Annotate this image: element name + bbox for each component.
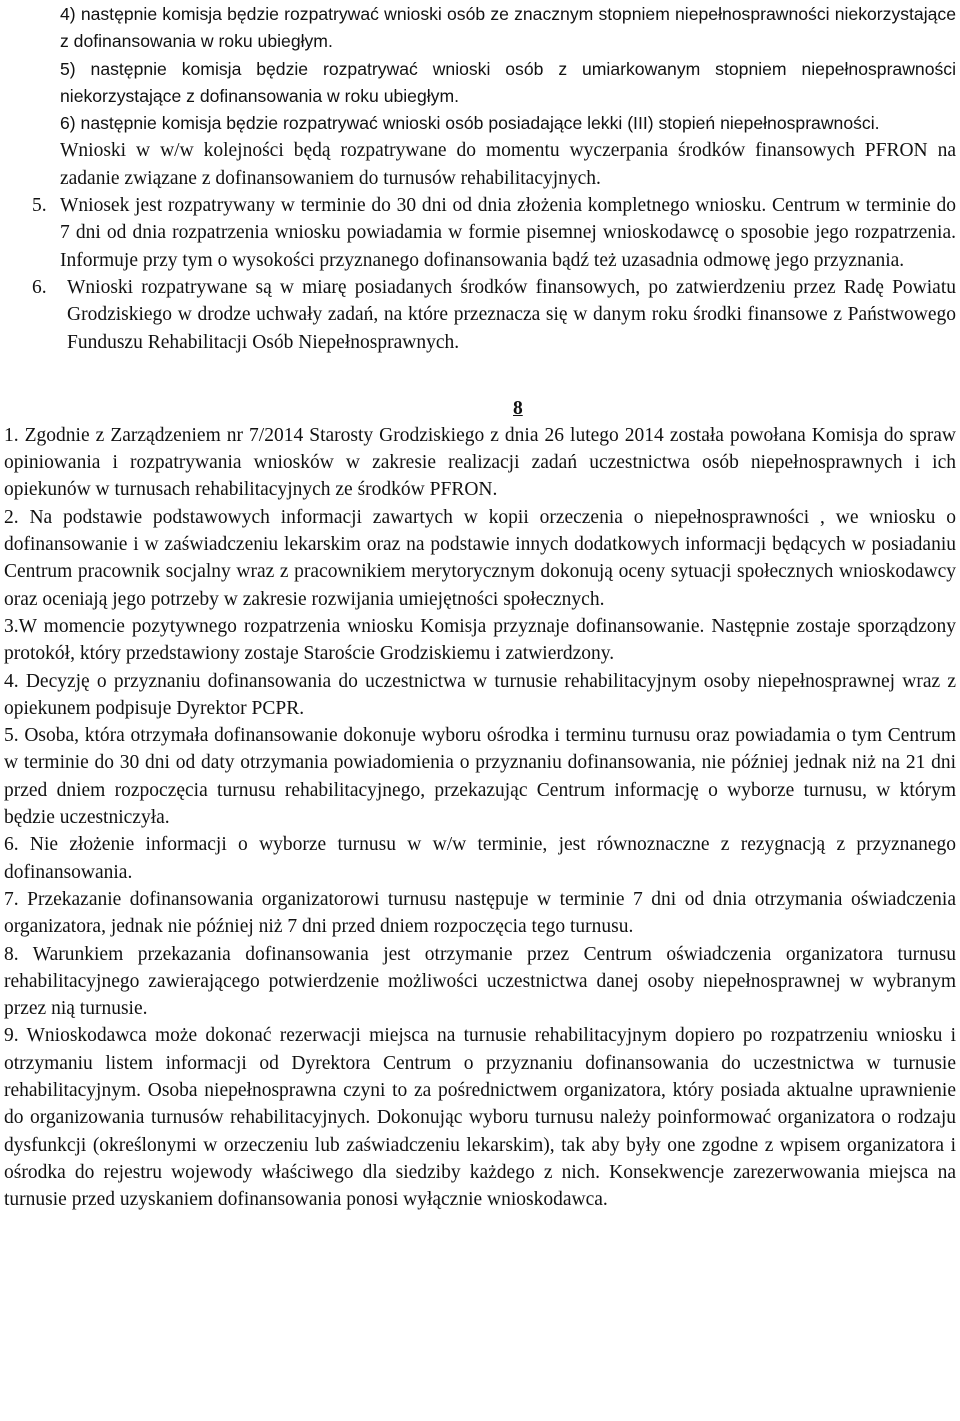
section-paragraph-2: 2. Na podstawie podstawowych informacji zawartych w kopii orzeczenia o niepełnosprawności , we wniosku o dofinansowanie i w zaświadczeniu lekarskim oraz na podstawie innych dodatkowych informacji będących w posiadaniu Centrum pracownik socjalny wraz z pracownikiem merytorycznym dokonują oceny sytuacji społecznych wnioskodawcy oraz oceniają jego potrzeby w zakresie rozwijania umiejętności społecznych.	[4, 506, 956, 610]
section-paragraph-1: 1. Zgodnie z Zarządzeniem nr 7/2014 Starosty Grodziskiego z dnia 26 lutego 2014 została powołana Komisja do spraw opiniowania i rozpatrywania wniosków w zakresie realizacji zadań uczestnictwa osób niepełnosprawnych i ich opiekunów w turnusach rehabilitacyjnych ze środków PFRON.	[4, 424, 956, 501]
priority-list	[32, 0, 956, 274]
priority-item-4: 4) następnie komisja będzie rozpatrywać wnioski osób ze znacznym stopniem niepełnosprawności niekorzystające z dofinansowania w roku ubiegłym.	[60, 4, 956, 52]
point-6-number: 6.	[32, 276, 47, 298]
section-paragraph-7: 7. Przekazanie dofinansowania organizatorowi turnusu następuje w terminie 7 dni od dnia otrzymania oświadczenia organizatora, jednak nie później niż 7 dni przed dniem rozpoczęcia tego turnusu.	[4, 888, 956, 938]
section-paragraph-9: 9. Wnioskodawca może dokonać rezerwacji miejsca na turnusie rehabilitacyjnym dopiero po rozpatrzeniu wniosku i otrzymaniu listem informacji od Dyrektora Centrum o przyznaniu dofinansowania do uczestnictwa w turnusie rehabilitacyjnym. Osoba niepełnosprawna czyni to za pośrednictwem organizatora, który posiada aktualne uprawnienie do organizowania turnusów rehabilitacyjnych. Dokonując wyboru turnusu należy poinformować organizatora o rodzaju dysfunkcji (określonymi w orzeczeniu lub zaświadczeniu lekarskim), tak aby były one zgodne z wpisem organizatora i ośrodka do rejestru wojewody właściwego dla siedziby każdego z nich. Konsekwencje zarezerwowania miejsca na turnusie przed uzyskaniem dofinansowania ponosi wyłącznie wnioskodawca.	[4, 1025, 956, 1211]
point-6	[32, 274, 956, 356]
point-5-number: 5.	[32, 195, 47, 217]
section-paragraph-3: 3.W momencie pozytywnego rozpatrzenia wniosku Komisja przyznaje dofinansowanie. Następnie zostaje sporządzony protokół, który przedstawiony zostaje Staroście Grodziskiemu i zatwierdzony.	[4, 615, 956, 665]
priority-item-5: 5) następnie komisja będzie rozpatrywać wnioski osób z umiarkowanym stopniem niepełnosprawności niekorzystające z dofinansowania w roku ubiegłym.	[60, 58, 956, 106]
priority-item-6: 6) następnie komisja będzie rozpatrywać wnioski osób posiadające lekki (III) stopień niepełnosprawności.	[60, 113, 880, 134]
section-paragraph-8: 8. Warunkiem przekazania dofinansowania jest otrzymanie przez Centrum oświadczenia organizatora turnusu rehabilitacyjnego zawierającego potwierdzenie możliwości uczestnictwa danej osoby niepełnosprawnej w wybranym przez nią turnusie.	[4, 943, 956, 1020]
priority-note: Wnioski w w/w kolejności będą rozpatrywane do momentu wyczerpania środków finansowych PFRON na zadanie związane z dofinansowaniem do turnusów rehabilitacyjnych.	[60, 140, 956, 189]
point-6-text: Wnioski rozpatrywane są w miarę posiadanych środków finansowych, po zatwierdzeniu przez Radę Powiatu Grodziskiego w drodze uchwały zadań, na które przeznacza się w danym roku środki finansowe z Państwowego Funduszu Rehabilitacji Osób Niepełnosprawnych.	[67, 276, 956, 353]
point-5	[32, 192, 956, 274]
section-heading: 8	[513, 397, 523, 419]
section-paragraph-5: 5. Osoba, która otrzymała dofinansowanie dokonuje wyboru ośrodka i terminu turnusu oraz powiadamia o tym Centrum w terminie do 30 dni od daty otrzymania powiadomienia o przyznaniu dofinansowania, nie później jednak niż na 21 dni przed dniem rozpoczęcia turnusu rehabilitacyjnego, przekazując Centrum informację o wyborze turnusu, w którym będzie uczestniczyła.	[4, 725, 956, 829]
section-paragraph-4: 4. Decyzję o przyznaniu dofinansowania do uczestnictwa w turnusie rehabilitacyjnym osoby niepełnosprawnej wraz z opiekunem podpisuje Dyrektor PCPR.	[4, 670, 956, 719]
point-5-text-a: Wniosek jest rozpatrywany w terminie do 30 dni od dnia złożenia kompletnego wniosku.	[60, 195, 767, 217]
point-5-text-c: Informuje przy tym o wysokości przyznanego dofinansowania bądź też uzasadnia odmowę jego przyznania.	[60, 249, 905, 271]
point-5-text-b: Centrum w terminie do 7 dni od dnia rozpatrzenia wniosku powiadamia w formie pisemnej wnioskodawcę o sposobie jego rozpatrzenia.	[60, 195, 956, 244]
section-body	[4, 422, 956, 1214]
section-paragraph-6: 6. Nie złożenie informacji o wyborze turnusu w w/w terminie, jest równoznaczne z rezygnacją z przyznanego dofinansowania.	[4, 834, 956, 883]
